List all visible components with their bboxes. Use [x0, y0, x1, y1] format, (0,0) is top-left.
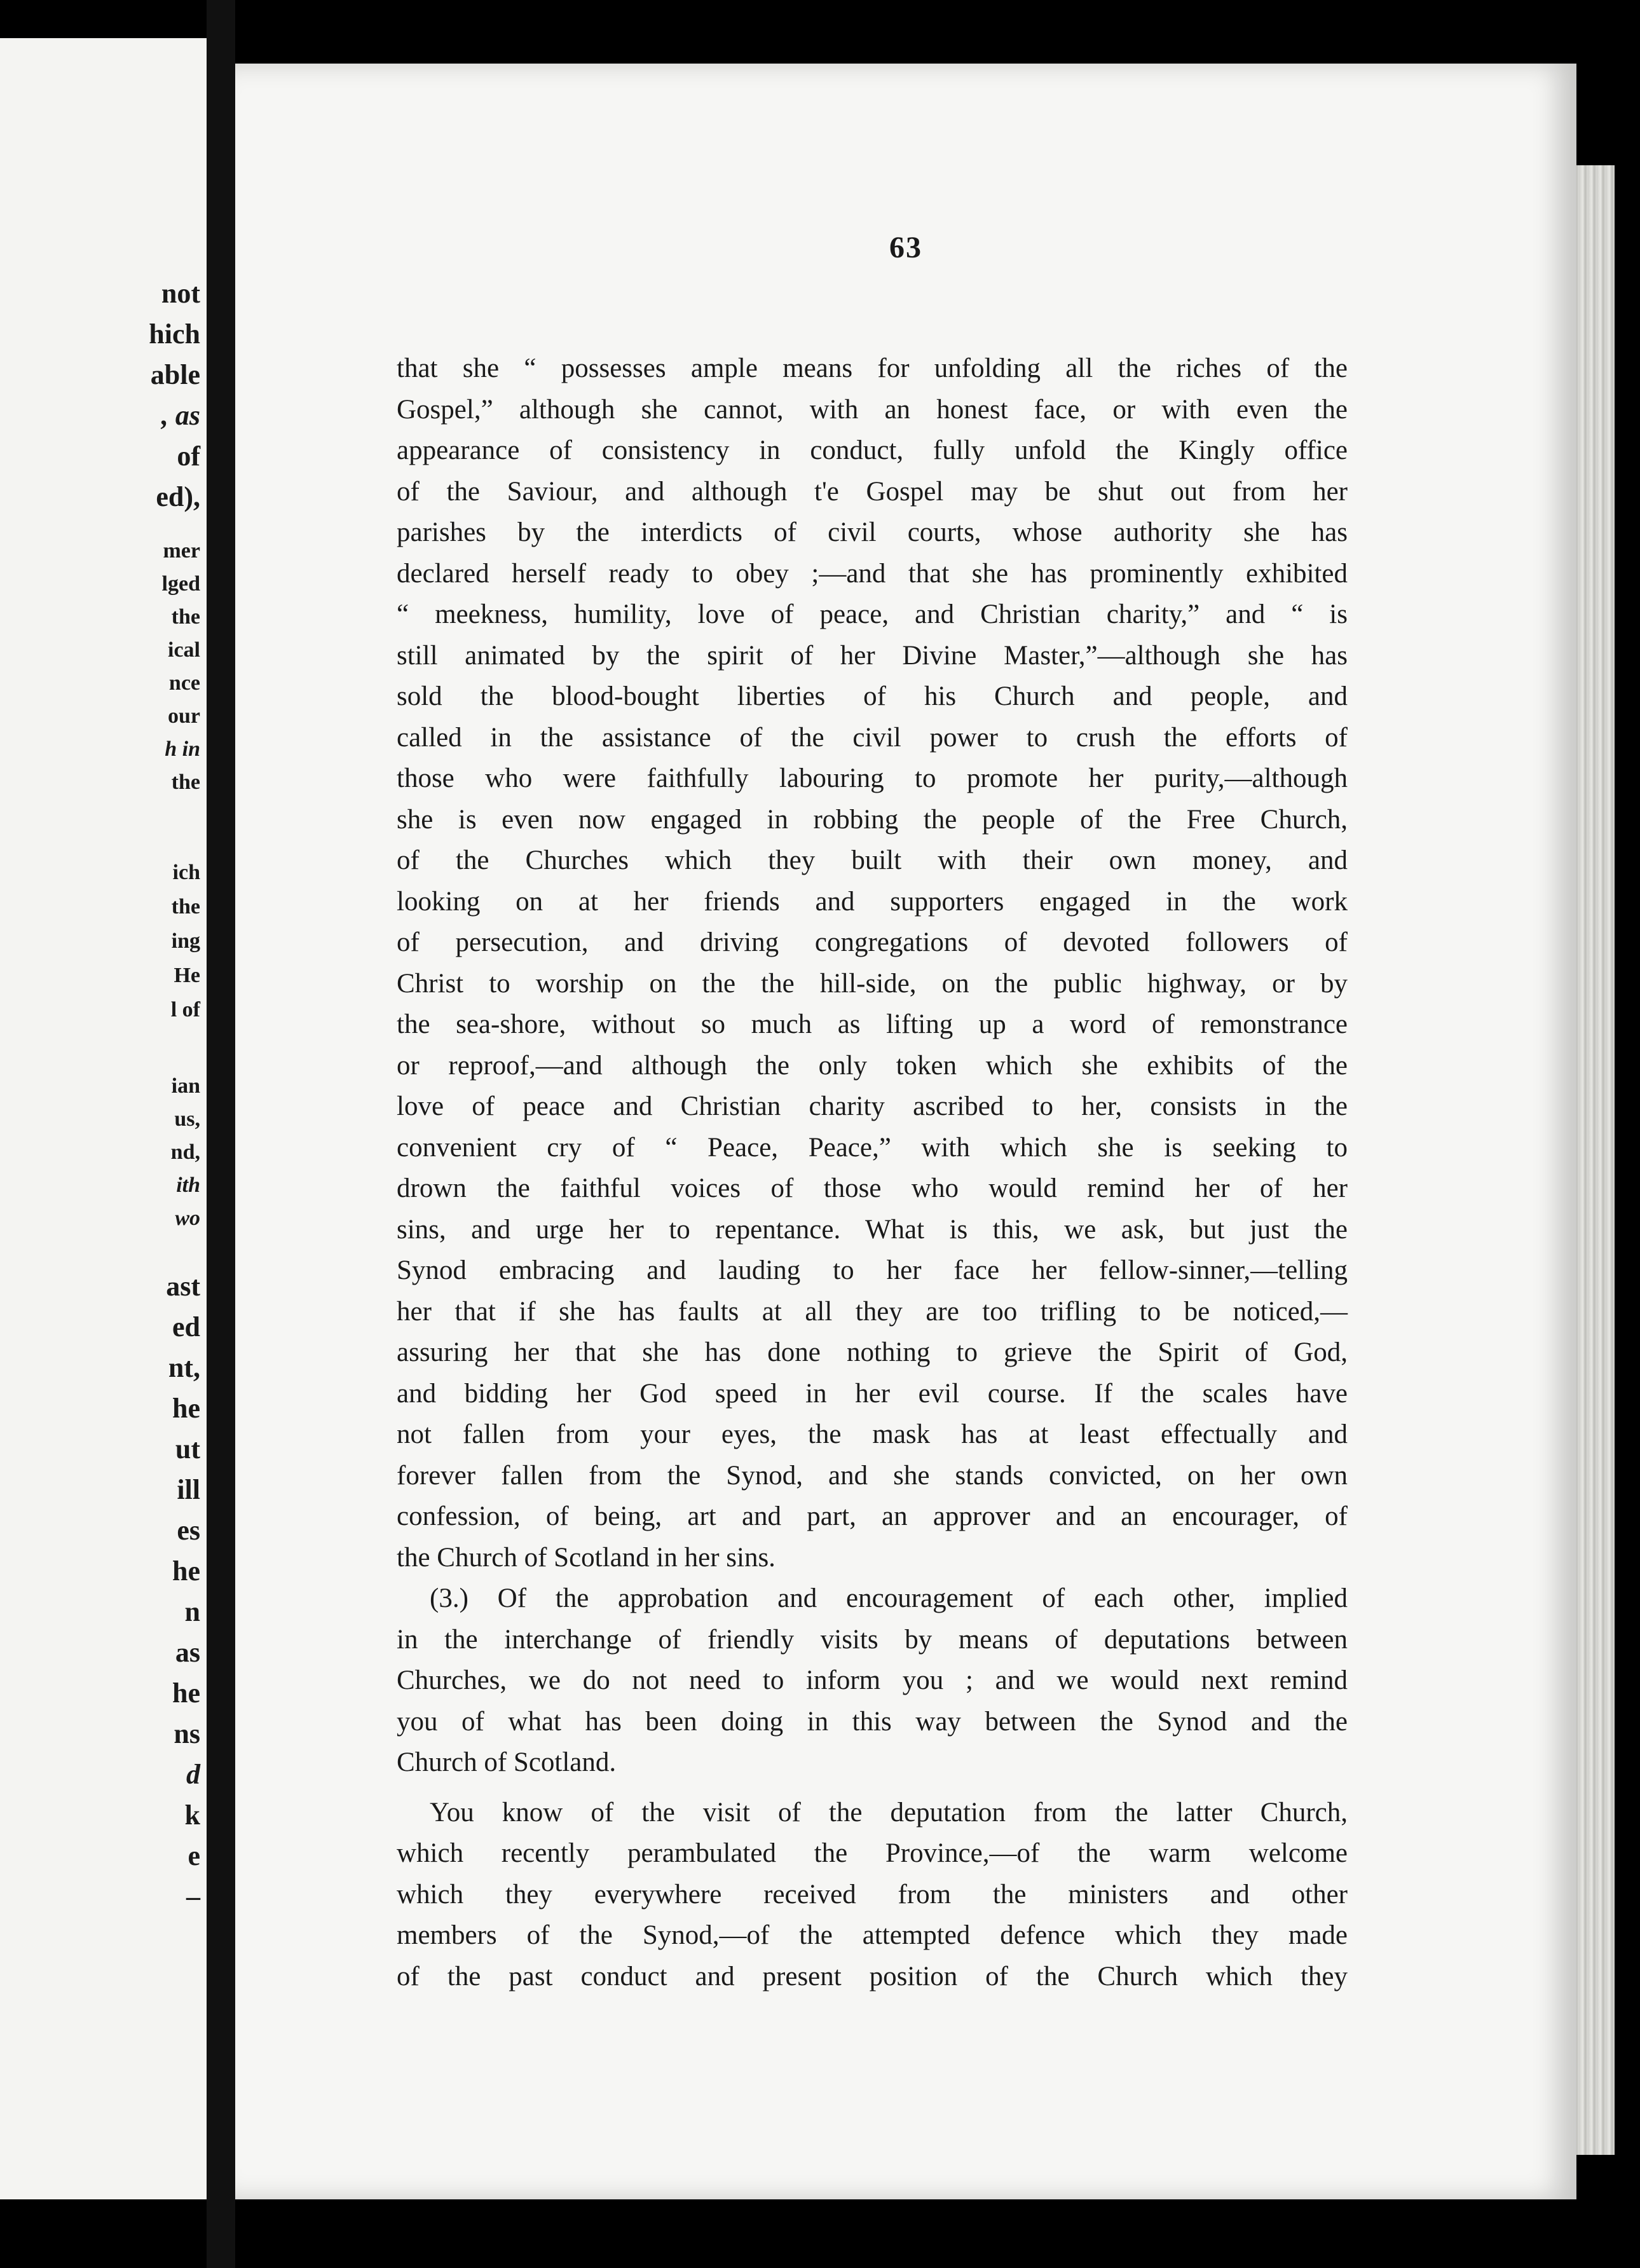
text-line: of the Saviour, and although t'e Gospel may be shut out from her [397, 476, 1348, 507]
left-fragment: as [175, 1637, 200, 1668]
left-fragment: ian [171, 1074, 200, 1098]
left-fragment: the [171, 895, 200, 919]
left-fragment: mer [163, 539, 200, 563]
text-line: forever fallen from the Synod, and she stands convicted, on her own [397, 1460, 1348, 1491]
left-fragment: ed [172, 1311, 200, 1342]
left-fragment: he [172, 1677, 200, 1709]
text-line: and bidding her God speed in her evil course. If the scales have [397, 1378, 1348, 1409]
text-line: declared herself ready to obey ;—and that she has prominently exhibited [397, 558, 1348, 589]
left-fragment: hich [149, 318, 200, 350]
text-line: the Church of Scotland in her sins. [397, 1542, 776, 1573]
text-line: Gospel,” although she cannot, with an honest face, or with even the [397, 394, 1348, 425]
text-line: drown the faithful voices of those who would remind her of her [397, 1173, 1348, 1203]
left-fragment: lged [161, 572, 200, 596]
text-line: You know of the visit of the deputation from the latter Church, [430, 1797, 1348, 1827]
left-fragment: h in [165, 737, 200, 761]
left-fragment: nd, [170, 1140, 200, 1164]
text-line: sins, and urge her to repentance. What is this, we ask, but just the [397, 1214, 1348, 1245]
left-fragment: our [168, 704, 200, 728]
left-fragment: He [174, 964, 200, 987]
left-fragment: ich [172, 861, 200, 884]
text-line: parishes by the interdicts of civil courts, whose authority she has [397, 517, 1348, 547]
text-line: you of what has been doing in this way between the Synod and the [397, 1706, 1348, 1737]
text-line: which recently perambulated the Province,—of the warm welcome [397, 1838, 1348, 1868]
left-fragment: es [177, 1515, 200, 1546]
text-line: Christ to worship on the the hill-side, on the public highway, or by [397, 968, 1348, 999]
text-line: of persecution, and driving congregations of devoted followers of [397, 927, 1348, 957]
left-fragment: ast [166, 1271, 200, 1302]
book-gutter [207, 0, 235, 2268]
book-page [235, 64, 1576, 2199]
text-line: “ meekness, humility, love of peace, and Christian charity,” and “ is [397, 599, 1348, 629]
text-line: looking on at her friends and supporters engaged in the work [397, 886, 1348, 917]
left-fragment: ns [174, 1718, 200, 1749]
left-fragment: able [150, 359, 200, 390]
text-line: which they everywhere received from the ministers and other [397, 1879, 1348, 1909]
page-number: 63 [889, 231, 922, 264]
page-edge [1570, 165, 1615, 2155]
left-fragment: ut [175, 1433, 200, 1465]
body-text [397, 348, 1348, 1997]
left-fragment: us, [174, 1107, 200, 1131]
left-fragment: he [172, 1393, 200, 1424]
left-fragment: d [186, 1759, 200, 1790]
paragraph-gap [397, 1784, 1348, 1793]
left-fragment: ill [177, 1474, 200, 1505]
text-line: the sea-shore, without so much as lifting up a word of remonstrance [397, 1009, 1348, 1039]
text-line: confession, of being, art and part, an approver and an encourager, of [397, 1501, 1348, 1531]
text-line: called in the assistance of the civil power to crush the efforts of [397, 722, 1348, 753]
left-fragment: nce [168, 671, 200, 695]
text-line: Synod embracing and lauding to her face her fellow-sinner,—telling [397, 1255, 1348, 1285]
text-line: sold the blood-bought liberties of his Church and people, and [397, 681, 1348, 711]
text-line: those who were faithfully labouring to promote her purity,—although [397, 763, 1348, 793]
text-line: still animated by the spirit of her Divine Master,”—although she has [397, 640, 1348, 671]
left-fragment: e [188, 1840, 200, 1871]
text-line: members of the Synod,—of the attempted defence which they made [397, 1920, 1348, 1950]
left-fragment: , as [161, 400, 200, 431]
text-line: convenient cry of “ Peace, Peace,” with which she is seeking to [397, 1132, 1348, 1163]
left-fragment: of [177, 441, 200, 472]
text-line: of the Churches which they built with their own money, and [397, 845, 1348, 875]
text-line: in the interchange of friendly visits by means of deputations between [397, 1624, 1348, 1655]
left-fragment: ed), [156, 481, 200, 512]
text-line: not fallen from your eyes, the mask has at least effectually and [397, 1419, 1348, 1449]
left-fragment: n [184, 1596, 200, 1627]
facing-page-left [0, 38, 207, 2199]
text-line: appearance of consistency in conduct, fully unfold the Kingly office [397, 435, 1348, 465]
text-line: Church of Scotland. [397, 1747, 617, 1777]
text-line: of the past conduct and present position of the Church which they [397, 1961, 1348, 1991]
left-fragment: nt, [168, 1352, 200, 1383]
text-line: or reproof,—and although the only token which she exhibits of the [397, 1050, 1348, 1081]
left-fragment: k [184, 1800, 200, 1831]
text-line: that she “ possesses ample means for unfolding all the riches of the [397, 353, 1348, 383]
text-line: assuring her that she has done nothing to grieve the Spirit of God, [397, 1337, 1348, 1367]
text-line: her that if she has faults at all they are too trifling to be noticed,— [397, 1296, 1348, 1327]
text-line: she is even now engaged in robbing the people of the Free Church, [397, 804, 1348, 835]
left-fragment: ical [168, 638, 200, 662]
left-fragment: ing [171, 929, 200, 953]
left-fragment: l of [170, 998, 200, 1021]
left-fragment: the [171, 605, 200, 629]
text-line: love of peace and Christian charity ascribed to her, consists in the [397, 1091, 1348, 1121]
left-fragment: not [161, 278, 200, 309]
left-fragment: he [172, 1555, 200, 1587]
left-fragment: – [186, 1881, 200, 1912]
left-fragment: the [171, 770, 200, 794]
text-line: (3.) Of the approbation and encouragement of each other, implied [430, 1583, 1348, 1613]
text-line: Churches, we do not need to inform you ; and we would next remind [397, 1665, 1348, 1695]
left-fragment: ith [176, 1173, 200, 1197]
left-fragment: wo [175, 1206, 200, 1230]
